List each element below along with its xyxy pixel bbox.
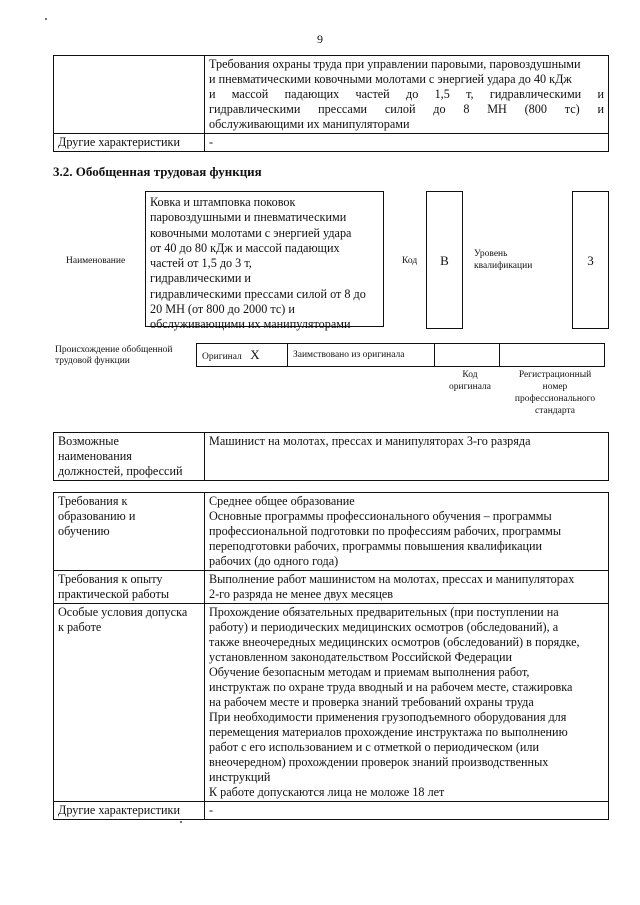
caption-line: профессионального (514, 394, 596, 404)
text-line: К работе допускаются лица не моложе 18 лет (209, 785, 445, 799)
text-line: внеочередном) прохождении проверок знаний производственных (209, 755, 549, 769)
level-box (572, 191, 609, 329)
text-line: Обучение безопасным методам и приемам выполнения работ, (209, 665, 530, 679)
text-line: Ковка и штамповка поковок (150, 195, 296, 209)
text-line: Среднее общее образование (209, 494, 355, 508)
text-line: гидравлическими и (150, 271, 251, 286)
text-line: 2-го разряда не менее двух месяцев (209, 587, 394, 601)
level-label-line: Уровень (474, 249, 508, 259)
row-value (205, 604, 609, 802)
section-title: 3.2. Обобщенная трудовая функция (53, 164, 262, 179)
row-value: Машинист на молотах, прессах и манипуляторах 3-го разряда (205, 433, 609, 481)
table-row (197, 344, 605, 367)
row-label (54, 493, 205, 571)
origin-label-line: трудовой функции (55, 356, 130, 366)
text-line: также внеочередных медицинских осмотров (обследований) в порядке, (209, 635, 580, 649)
text-line: инструктаж по охране труда вводный и на рабочем месте, стажировка (209, 680, 573, 694)
scan-speck (180, 821, 182, 823)
caption-line: номер (542, 382, 568, 392)
label-line: Другие характеристики (58, 803, 180, 817)
code-original-caption (437, 369, 503, 393)
row-value (205, 493, 609, 571)
text-line: рабочих (до одного года) (209, 554, 339, 568)
text-line: и пневматическими ковочными молотами с энергией удара до 40 кДж (209, 72, 572, 86)
label-line: должностей, профессий (58, 464, 183, 478)
row-value (205, 571, 609, 604)
row-label: Другие характеристики (54, 134, 205, 152)
function-name-box (145, 191, 384, 332)
text-line: 20 МН (от 800 до 2000 тс) и (150, 302, 295, 317)
text-line: работу) и периодических медицинских осмотров (обследований), а (209, 620, 559, 634)
text-line: от 40 до 80 кДж и массой падающих (150, 240, 340, 255)
text-line: инструкций (209, 770, 271, 784)
scan-speck (45, 18, 47, 20)
label-line: Особые условия допуска (58, 605, 188, 619)
code-original-cell (435, 344, 500, 367)
label-line: наименования (58, 449, 132, 463)
text-line: Прохождение обязательных предварительных (при поступлении на (209, 605, 559, 619)
original-mark: Х (250, 347, 260, 362)
caption-line: оригинала (449, 382, 491, 392)
text-line: установленном законодательством Российской Федерации (209, 650, 513, 664)
label-line: практической работы (58, 587, 170, 601)
text-line: переподготовки рабочих, программы повышения квалификации (209, 539, 543, 553)
row-label (54, 571, 205, 604)
text-line: перемещения материалов прохождение инструктажа по выполнению (209, 725, 568, 739)
origin-table (196, 343, 605, 367)
text-line: обслуживающими их манипуляторами (150, 317, 351, 332)
code-value: В (440, 253, 449, 268)
text-line: паровоздушными и пневматическими (150, 210, 347, 225)
text-line: При необходимости применения грузоподъемного оборудования для (209, 710, 567, 724)
text-line: работ с его использованием и с отметкой о периодическом (или (209, 740, 540, 754)
text-line: и массой падающих частей до 1,5 т, гидравлическими и (209, 87, 604, 101)
reg-number-caption (502, 369, 608, 417)
origin-label-line: Происхождение обобщенной (55, 345, 173, 355)
row-label (54, 802, 205, 820)
text-line: гидравлическими прессами силой до 8 МН (800 тс) и (209, 102, 604, 116)
row-value (205, 56, 609, 134)
code-label: Код (402, 256, 418, 266)
row-label (54, 56, 205, 134)
table-row (54, 433, 609, 481)
text-line: обслуживающими их манипуляторами (209, 117, 410, 131)
label-line: обучению (58, 524, 110, 538)
text-line: профессиональной подготовки по профессиям рабочих, программы (209, 524, 562, 538)
caption-line: стандарта (535, 406, 575, 416)
row-value: - (205, 134, 609, 152)
table-row (54, 56, 609, 134)
page-number: 9 (317, 32, 323, 46)
label-line: к работе (58, 620, 102, 634)
name-label: Наименование (66, 256, 126, 266)
table-row (54, 604, 609, 802)
row-value: - (205, 802, 609, 820)
borrowed-cell: Заимствовано из оригинала (288, 344, 435, 367)
label-line: Возможные (58, 434, 119, 448)
reg-number-cell (500, 344, 605, 367)
caption-line: Регистрационный (518, 370, 592, 380)
code-box (426, 191, 463, 329)
positions-table (53, 432, 609, 481)
label-line: Требования к (58, 494, 128, 508)
protection-requirements-table (53, 55, 609, 152)
text-line: частей от 1,5 до 3 т, (150, 256, 252, 271)
table-row (54, 802, 609, 820)
text-line: на рабочем месте и проверка знаний требований охраны труда (209, 695, 534, 709)
label-line: образованию и (58, 509, 136, 523)
row-label (54, 604, 205, 802)
text-line: Выполнение работ машинистом на молотах, прессах и манипуляторах (209, 572, 575, 586)
text-line: Основные программы профессионального обучения – программы (209, 509, 552, 523)
level-label-line: квалификации (474, 261, 533, 271)
text-line: ковочными молотами с энергией удара (150, 225, 352, 240)
level-value: 3 (587, 253, 594, 268)
table-row (54, 134, 609, 152)
text-line: Требования охраны труда при управлении паровыми, паровоздушными (209, 57, 581, 71)
row-label (54, 433, 205, 481)
requirements-table (53, 492, 609, 820)
text-line: гидравлическими прессами силой от 8 до (150, 286, 366, 301)
table-row (54, 571, 609, 604)
caption-line: Код (462, 370, 478, 380)
original-label: Оригинал (202, 352, 242, 362)
label-line: Требования к опыту (58, 572, 163, 586)
original-cell (197, 344, 288, 367)
table-row (54, 493, 609, 571)
